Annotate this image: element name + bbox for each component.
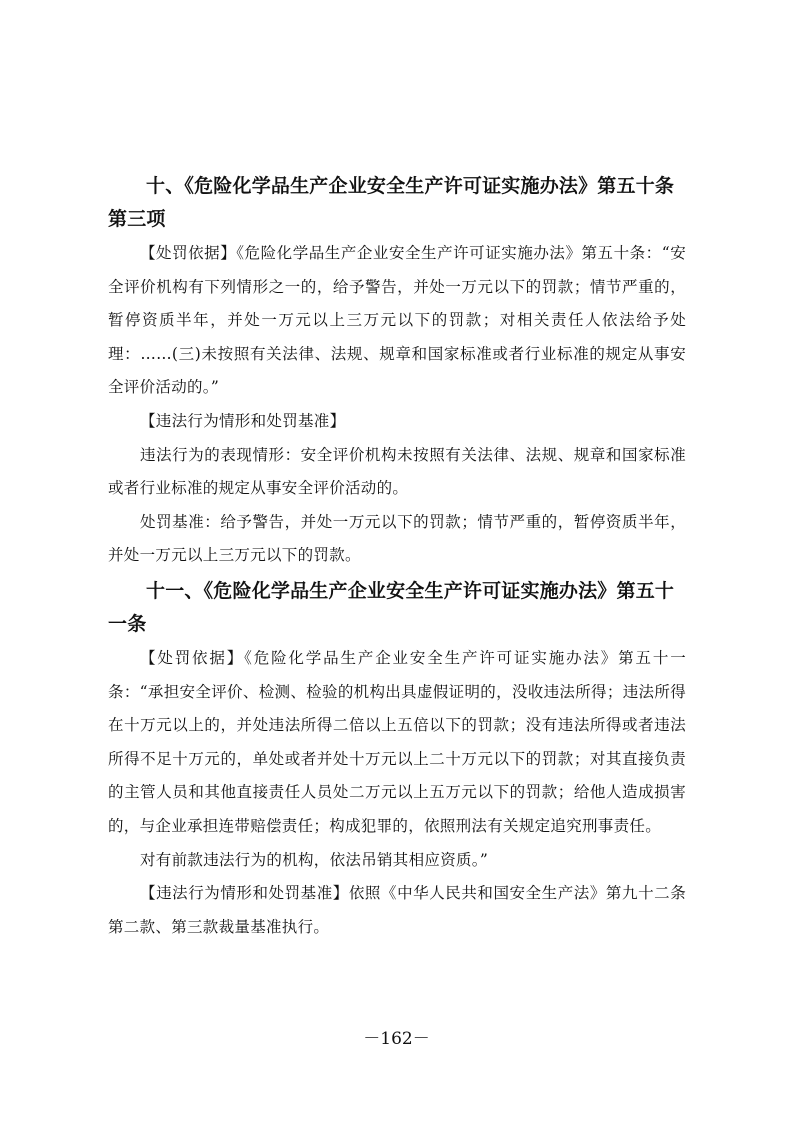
- section-10-penalty-standard: 处罚基准：给予警告，并处一万元以下的罚款；情节严重的，暂停资质半年，并处一万元以上三万元以下的罚款。: [108, 512, 686, 565]
- section-11-standard: 【违法行为情形和处罚基准】依照《中华人民共和国安全生产法》第九十二条第二款、第三款裁量基准执行。: [108, 884, 686, 936]
- section-10-heading: 十、《危险化学品生产企业安全生产许可证实施办法》第五十条第三项: [108, 175, 675, 230]
- section-11-revoke-clause: 对有前款违法行为的机构，依法吊销其相应资质。”: [140, 850, 489, 869]
- section-10-behavior: 违法行为的表现情形：安全评价机构未按照有关法律、法规、规章和国家标准或者行业标准的规定从事安全评价活动的。: [108, 445, 686, 498]
- section-10-penalty-basis: 【处罚依据】《危险化学品生产企业安全生产许可证实施办法》第五十条：“安全评价机构有下列情形之一的，给予警告，并处一万元以下的罚款；情节严重的，暂停资质半年，并处一万元以上三万元以下的罚款；对相关责任人依法给予处理：……(三)未按照有关法律、法规、规章和国家标准或者行业标准的规定从事安全评价活动的。”: [108, 244, 686, 397]
- page-number: －162－: [363, 1029, 430, 1049]
- section-11-heading: 十一、《危险化学品生产企业安全生产许可证实施办法》第五十一条: [108, 579, 675, 635]
- section-11-penalty-basis: 【处罚依据】《危险化学品生产企业安全生产许可证实施办法》第五十一条：“承担安全评价、检测、检验的机构出具虚假证明的，没收违法所得；违法所得在十万元以上的，并处违法所得二倍以上五倍以下的罚款；没有违法所得或者违法所得不足十万元的，单处或者并处十万元以上二十万元以下的罚款；对其直接负责的主管人员和其他直接责任人员处二万元以上五万元以下的罚款；给他人造成损害的，与企业承担连带赔偿责任；构成犯罪的，依照刑法有关规定追究刑事责任。: [108, 648, 686, 835]
- section-10-standard-title: 【违法行为情形和处罚基准】: [140, 411, 346, 430]
- page-content: [108, 170, 686, 944]
